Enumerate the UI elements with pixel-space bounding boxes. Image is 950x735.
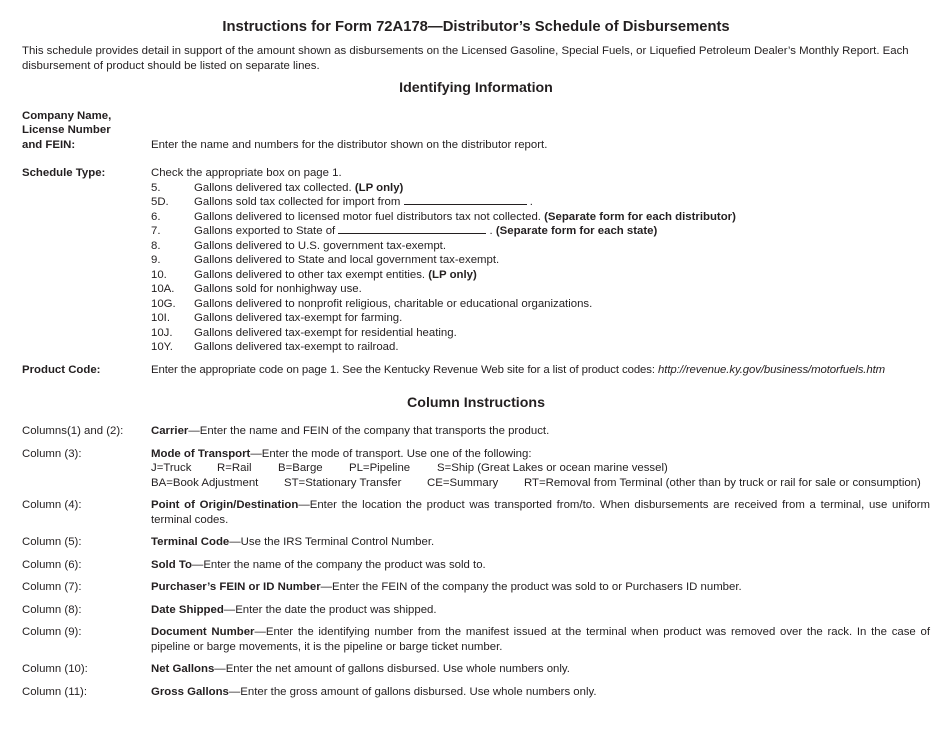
import-state-blank[interactable] — [404, 195, 527, 205]
transport-codes-row-1: J=Truck R=Rail B=Barge PL=Pipeline S=Ship (Great Lakes or ocean marine vessel) — [151, 462, 668, 475]
schedule-item: 8. Gallons delivered to U.S. government tax-exempt. — [151, 239, 446, 252]
identifying-heading: Identifying Information — [399, 79, 553, 96]
column-row: Column (3): Mode of Transport—Enter the mode of transport. Use one of the following: J=Truck R=Rail B=Barge PL=Pipeline S=Ship (Great Lakes or ocean marine vessel) BA=Book Adjustment ST=Stationary Transfer CE=Summary RT=Removal from Terminal (other than by truck or rail for sale or consumption) — [22, 447, 930, 491]
transport-codes-row-2: BA=Book Adjustment ST=Stationary Transfer CE=Summary RT=Removal from Terminal (other than by truck or rail for sale or consumption) — [151, 476, 921, 489]
company-row — [22, 109, 930, 153]
column-row: Column (6): Sold To—Enter the name of the company the product was sold to. — [22, 558, 486, 571]
product-code-link[interactable]: http://revenue.ky.gov/business/motorfuels.htm — [658, 363, 886, 376]
column-row: Columns(1) and (2): Carrier—Enter the name and FEIN of the company that transports the product. — [22, 425, 550, 438]
column-instructions-heading: Column Instructions — [407, 395, 545, 412]
schedule-item: 9. Gallons delivered to State and local government tax-exempt. — [151, 254, 500, 267]
column-row: Column (11): Gross Gallons—Enter the gross amount of gallons disbursed. Use whole numbers only. — [22, 685, 597, 698]
instructions-page — [22, 18, 930, 699]
column-row: Column (7): Purchaser’s FEIN or ID Number—Enter the FEIN of the company the product was sold to or Purchasers ID number. — [22, 581, 742, 594]
schedule-item: 6. Gallons delivered to licensed motor fuel distributors tax not collected. (Separate form for each distributor) — [151, 210, 736, 223]
page-title: Instructions for Form 72A178—Distributor’s Schedule of Disbursements — [222, 19, 730, 35]
schedule-item: 7. Gallons exported to State of . (Separate form for each state) — [151, 225, 658, 238]
schedule-intro: Check the appropriate box on page 1. — [151, 167, 342, 180]
schedule-type-row — [22, 166, 930, 355]
product-code-label: Product Code: — [22, 363, 101, 376]
product-code-text: Enter the appropriate code on page 1. See the Kentucky Revenue Web site for a list of product codes: — [151, 363, 659, 376]
schedule-item: 10G. Gallons delivered to nonprofit religious, charitable or educational organizations. — [151, 297, 593, 310]
schedule-type-list — [151, 166, 930, 355]
column-row: Column (10): Net Gallons—Enter the net amount of gallons disbursed. Use whole numbers only. — [22, 663, 570, 676]
schedule-type-label: Schedule Type: — [22, 167, 106, 180]
product-code-row — [22, 363, 930, 378]
schedule-item: 10I. Gallons delivered tax-exempt for farming. — [151, 312, 403, 325]
schedule-item: 10Y. Gallons delivered tax-exempt to railroad. — [151, 341, 399, 354]
company-label: Company Name, License Number and FEIN: — [22, 109, 112, 151]
schedule-item: 5D. Gallons sold tax collected for import from . — [151, 196, 533, 209]
schedule-item: 10. Gallons delivered to other tax exempt entities. (LP only) — [151, 268, 477, 281]
schedule-item: 5. Gallons delivered tax collected. (LP only) — [151, 181, 404, 194]
column-row: Column (5): Terminal Code—Use the IRS Terminal Control Number. — [22, 536, 435, 549]
schedule-item: 10J. Gallons delivered tax-exempt for residential heating. — [151, 326, 457, 339]
intro-paragraph: This schedule provides detail in support of the amount shown as disbursements on the Licensed Gasoline, Special Fuels, or Liquefied Petroleum Dealer’s Monthly Report. Each disbursement of product should be listed on separate lines. — [22, 45, 909, 72]
column-row: Column (4): Point of Origin/Destination—Enter the location the product was transported from/to. When disbursements are received from a terminal, use uniform terminal codes. — [22, 499, 930, 526]
column-row: Column (9): Document Number—Enter the identifying number from the manifest issued at the terminal when product was removed over the rack. In the case of pipeline or barge movements, it is the pipeline or barge ticket number. — [22, 626, 930, 653]
company-text: Enter the name and numbers for the distributor shown on the distributor report. — [151, 138, 548, 151]
column-row: Column (8): Date Shipped—Enter the date the product was shipped. — [22, 603, 437, 616]
export-state-blank[interactable] — [338, 224, 486, 234]
schedule-item: 10A. Gallons sold for nonhighway use. — [151, 283, 362, 296]
